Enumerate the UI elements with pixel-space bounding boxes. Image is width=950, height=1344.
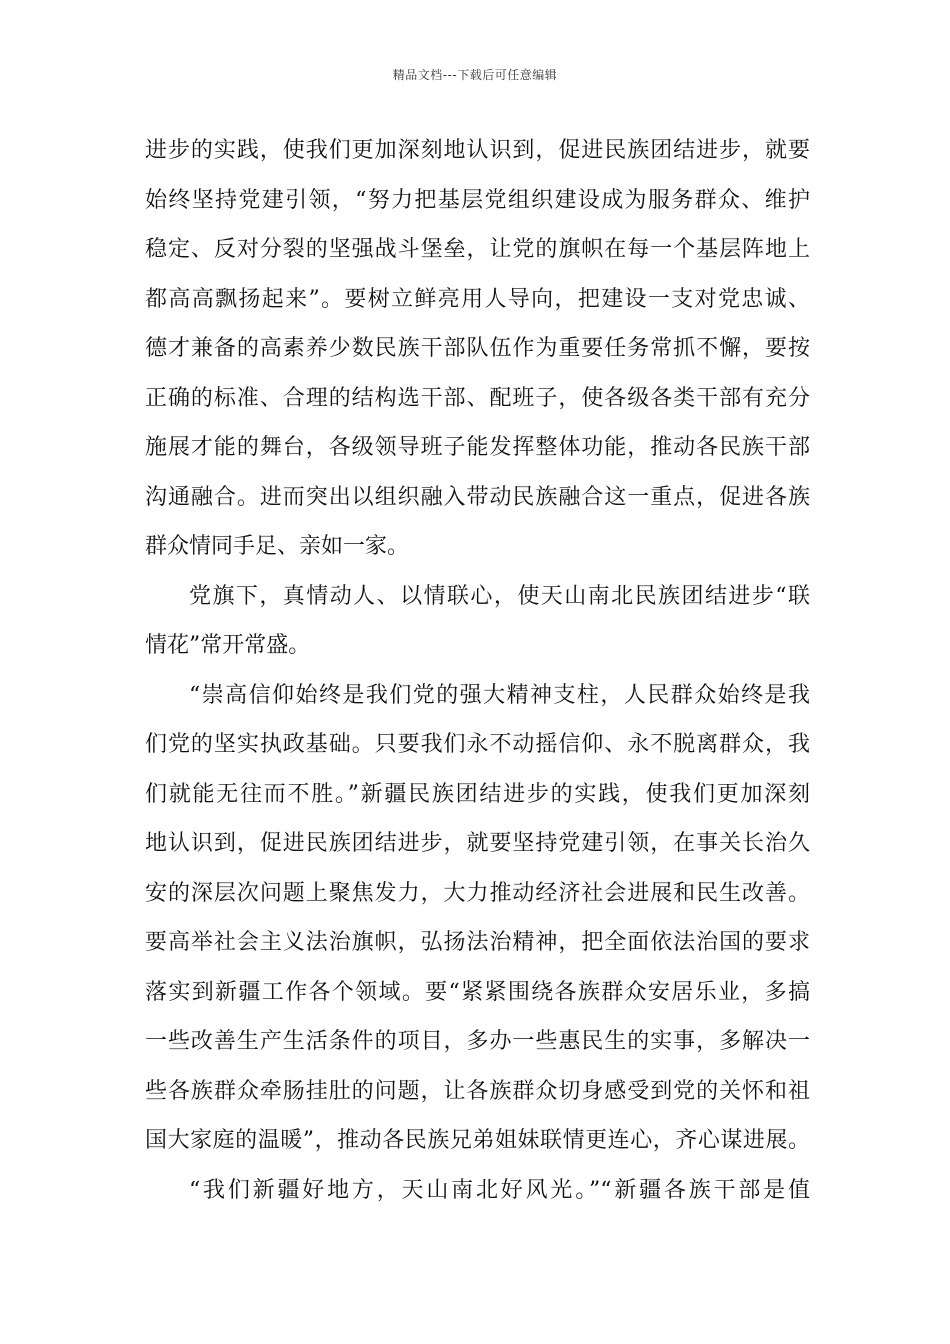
text-line: 要高举社会主义法治旗帜，弘扬法治精神，把全面依法治国的要求	[145, 930, 810, 955]
text-line: 情花”常开常盛。	[145, 633, 311, 658]
text-line: 都高高飘扬起来”。要树立鲜亮用人导向，把建设一支对党忠诚、	[145, 286, 810, 312]
text-line: 些各族群众牵肠挂肚的问题，让各族群众切身感受到党的关怀和祖	[145, 1078, 810, 1104]
text-line: 进步的实践，使我们更加深刻地认识到，促进民族团结进步，就要	[145, 138, 810, 163]
text-line: 党旗下，真情动人、以情联心，使天山南北民族团结进步“联	[189, 583, 810, 609]
text-line: “我们新疆好地方，天山南北好风光。”“新疆各族干部是值	[189, 1177, 810, 1203]
text-line: 群众情同手足、亲如一家。	[145, 534, 410, 559]
text-line: 们就能无往而不胜。”新疆民族团结进步的实践，使我们更加深刻	[145, 781, 810, 807]
text-line: 落实到新疆工作各个领域。要“紧紧围绕各族群众安居乐业，多搞	[145, 979, 810, 1005]
text-line: “崇高信仰始终是我们党的强大精神支柱，人民群众始终是我	[189, 682, 810, 708]
text-line: 沟通融合。进而突出以组织融入带动民族融合这一重点，促进各族	[145, 484, 810, 510]
text-line: 德才兼备的高素养少数民族干部队伍作为重要任务常抓不懈，要按	[145, 336, 810, 361]
text-line: 们党的坚实执政基础。只要我们永不动摇信仰、永不脱离群众，我	[145, 732, 810, 757]
text-line: 国大家庭的温暖”，推动各民族兄弟姐妹联情更连心，齐心谋进展。	[145, 1128, 810, 1153]
document-body	[145, 126, 810, 1215]
text-line: 正确的标准、合理的结构选干部、配班子，使各级各类干部有充分	[145, 385, 810, 411]
text-line: 一些改善生产生活条件的项目，多办一些惠民生的实事，多解决一	[145, 1029, 810, 1054]
text-line: 安的深层次问题上聚焦发力，大力推动经济社会进展和民生改善。	[145, 880, 810, 906]
page-header: 精品文档---下载后可任意编辑	[392, 68, 558, 82]
text-line: 地认识到，促进民族团结进步，就要坚持党建引领，在事关长治久	[145, 831, 810, 856]
text-line: 稳定、反对分裂的坚强战斗堡垒，让党的旗帜在每一个基层阵地上	[145, 237, 810, 262]
text-line: 始终坚持党建引领，“努力把基层党组织建设成为服务群众、维护	[145, 187, 810, 213]
text-line: 施展才能的舞台，各级领导班子能发挥整体功能，推动各民族干部	[145, 435, 810, 460]
